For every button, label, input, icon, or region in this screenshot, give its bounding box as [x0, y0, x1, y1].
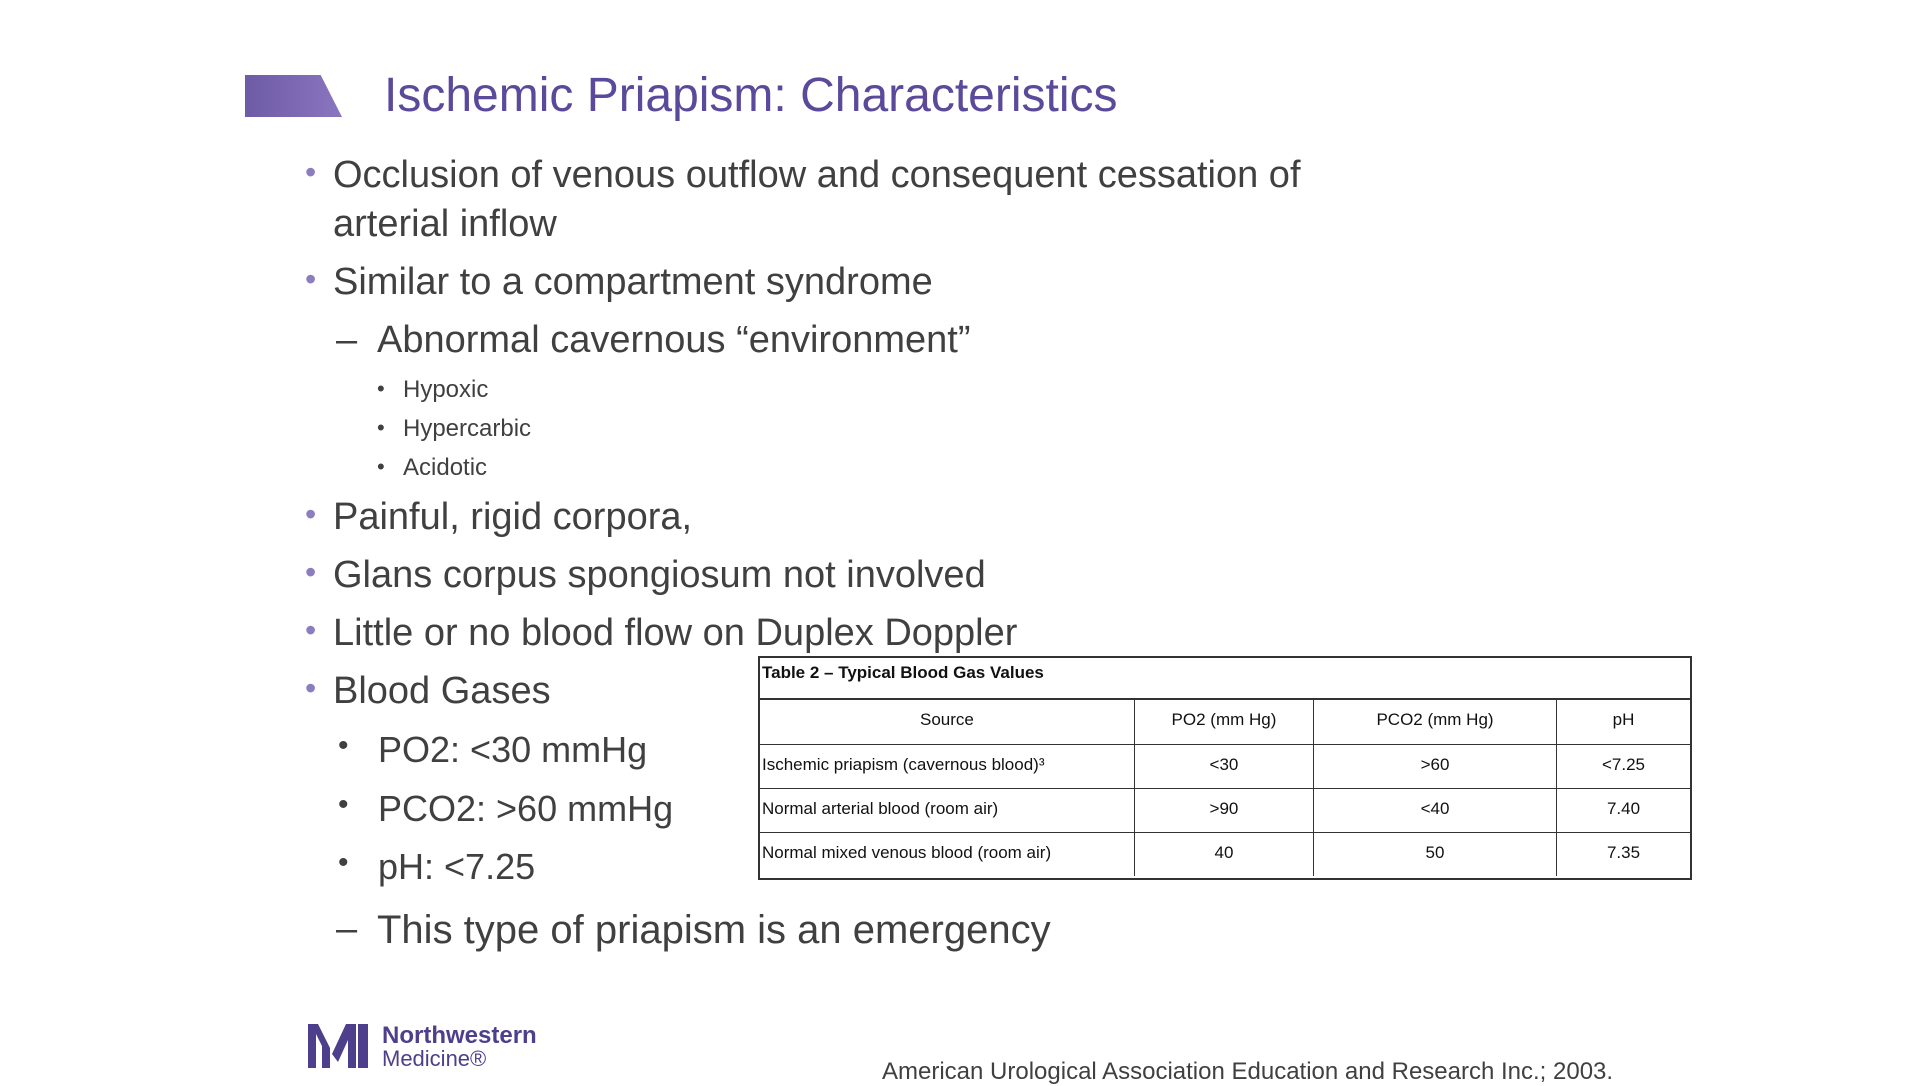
- sub-sub-bullet-acidotic: • Acidotic: [403, 454, 487, 482]
- header-pco2: PCO2 (mm Hg): [1314, 700, 1557, 744]
- sub-bullet-pco2: • PCO2: >60 mmHg: [378, 788, 673, 830]
- sub-bullet-abnormal: Abnormal cavernous “environment”: [377, 319, 971, 361]
- sub-sub-bullet-hypoxic: • Hypoxic: [403, 376, 488, 404]
- cell-pco2: <40: [1314, 788, 1557, 832]
- logo-name: Northwestern: [382, 1022, 537, 1049]
- bullet-occlusion-line1: • Occlusion of venous outflow and consequent cessation of: [333, 154, 1301, 197]
- sub-bullet-ph: • pH: <7.25: [378, 846, 535, 888]
- logo-sub: Medicine®: [382, 1046, 487, 1071]
- sub-bullet-emergency: This type of priapism is an emergency: [377, 908, 1051, 952]
- cell-pco2: >60: [1314, 744, 1557, 788]
- cell-source: Normal mixed venous blood (room air): [760, 832, 1134, 876]
- blood-gas-table: [758, 656, 1692, 880]
- cell-po2: 40: [1134, 832, 1313, 876]
- table-row: [760, 744, 1690, 788]
- sub-bullet-po2: • PO2: <30 mmHg: [378, 729, 647, 771]
- cell-source: Normal arterial blood (room air): [760, 788, 1134, 832]
- blood-gas-grid: [760, 700, 1690, 876]
- cell-ph: 7.35: [1556, 832, 1690, 876]
- citation: American Urological Association Education and Research Inc.; 2003.: [882, 1058, 1614, 1085]
- table-caption: Table 2 – Typical Blood Gas Values: [760, 658, 1690, 700]
- bullet-compartment: • Similar to a compartment syndrome: [333, 261, 933, 304]
- bullet-painful: • Painful, rigid corpora,: [333, 496, 692, 539]
- header-po2: PO2 (mm Hg): [1134, 700, 1313, 744]
- nm-logo-icon: [308, 1024, 370, 1068]
- northwestern-medicine-logo: [308, 1020, 568, 1070]
- cell-ph: 7.40: [1556, 788, 1690, 832]
- header-ph: pH: [1556, 700, 1690, 744]
- header-source: Source: [760, 700, 1134, 744]
- bullet-glans: • Glans corpus spongiosum not involved: [333, 554, 986, 597]
- dash-abnormal: –: [336, 319, 358, 361]
- bullet-occlusion-line2: arterial inflow: [333, 203, 557, 245]
- slide-title: Ischemic Priapism: Characteristics: [384, 69, 1118, 122]
- cell-pco2: 50: [1314, 832, 1557, 876]
- sub-sub-bullet-hypercarbic: • Hypercarbic: [403, 415, 531, 443]
- cell-ph: <7.25: [1556, 744, 1690, 788]
- bullet-doppler: • Little or no blood flow on Duplex Doppler: [333, 612, 1017, 655]
- table-row: [760, 832, 1690, 876]
- cell-po2: >90: [1134, 788, 1313, 832]
- dash-emergency: –: [336, 908, 358, 950]
- cell-source: Ischemic priapism (cavernous blood)³: [760, 744, 1134, 788]
- bullet-blood-gases: • Blood Gases: [333, 670, 551, 713]
- table-row: [760, 788, 1690, 832]
- table-header-row: [760, 700, 1690, 744]
- cell-po2: <30: [1134, 744, 1313, 788]
